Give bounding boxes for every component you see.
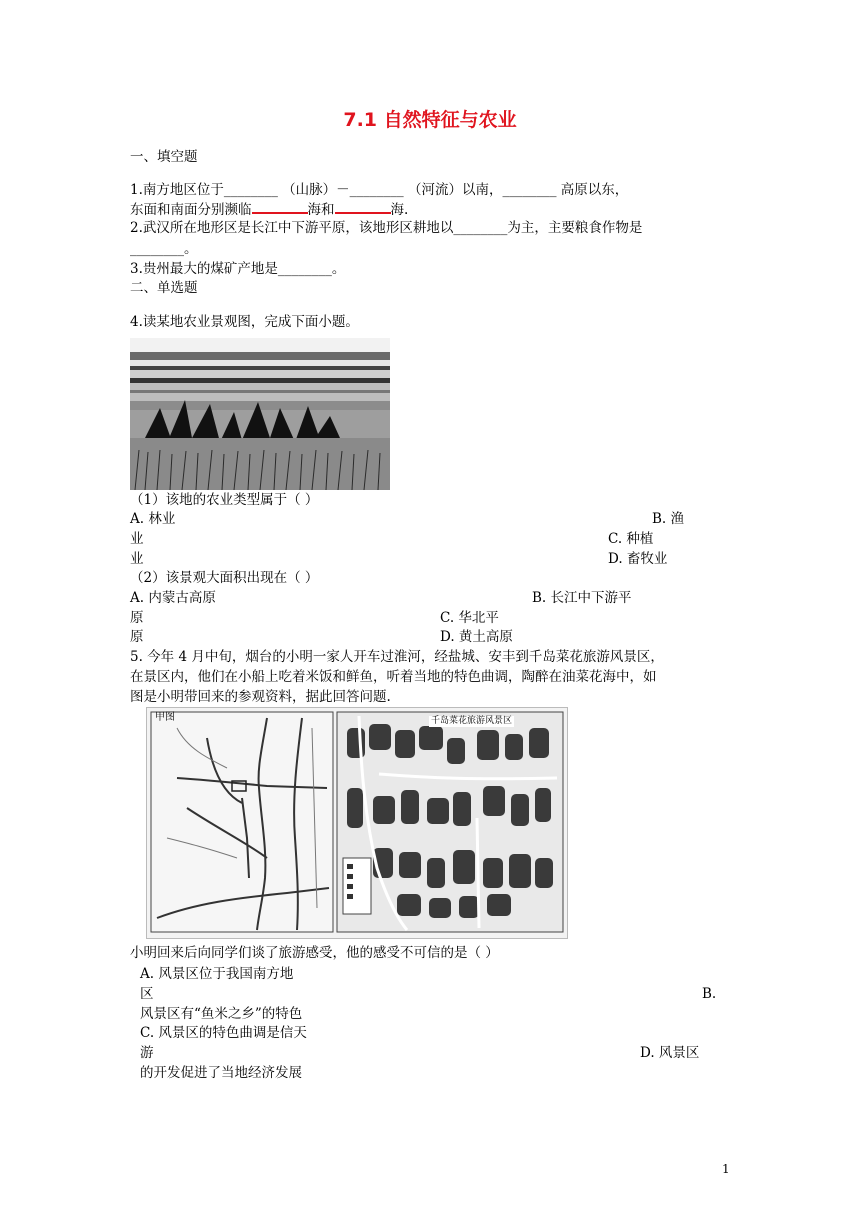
question-1-line-1: 1.南方地区位于________ （山脉）－________ （河流）以南，________ 高原以东， <box>130 182 629 198</box>
q5-option-b-text: 风景区有“鱼米之乡”的特色 <box>140 1006 303 1022</box>
q4-sub1-option-a: A. 林业 <box>130 511 176 527</box>
tourism-map-figure <box>146 707 568 939</box>
question-2-line-1: 2.武汉所在地形区是长江中下游平原，该地形区耕地以________为主，主要粮食作物是 <box>130 220 643 236</box>
q4-sub2-option-b-wrap: 原 <box>130 610 144 626</box>
q5-option-d: D. 风景区 <box>640 1045 700 1061</box>
q5-option-a-wrap: 区 <box>140 986 154 1002</box>
q4-sub1-stem: （1）该地的农业类型属于（ ） <box>130 492 319 508</box>
question-5-ask: 小明回来后向同学们谈了旅游感受，他的感受不可信的是（ ） <box>130 945 499 961</box>
question-5-line-1: 5. 今年 4 月中旬，烟台的小明一家人开车过淮河，经盐城、安丰到千岛菜花旅游风景区， <box>130 649 664 665</box>
q4-sub1-option-c: C. 种植 <box>608 531 654 547</box>
q5-option-a: A. 风景区位于我国南方地 <box>140 966 294 982</box>
question-4-stem: 4.读某地农业景观图，完成下面小题。 <box>130 314 359 330</box>
section-heading-fill-blank: 一、填空题 <box>130 149 198 165</box>
q4-sub1-option-b: B. 渔 <box>652 511 685 527</box>
q1-text-a: 东面和南面分别濒临 <box>130 202 252 218</box>
q4-sub2-option-c-wrap: 原 <box>130 629 144 645</box>
page-number: 1 <box>722 1162 730 1176</box>
map-right-label: 千岛菜花旅游风景区 <box>431 716 513 726</box>
q4-sub2-stem: （2）该景观大面积出现在（ ） <box>130 570 319 586</box>
q5-option-c-wrap: 游 <box>140 1045 154 1061</box>
question-5-line-3: 图是小明带回来的参观资料，据此回答问题. <box>130 689 391 705</box>
q4-sub2-option-b: B. 长江中下游平 <box>532 590 632 606</box>
q1-text-c: 海. <box>390 202 409 218</box>
q4-sub1-option-b-wrap: 业 <box>130 531 144 547</box>
q4-sub2-option-c: C. 华北平 <box>440 610 499 626</box>
question-2-line-2: ________。 <box>130 241 198 257</box>
q4-sub2-option-d: D. 黄土高原 <box>440 629 513 645</box>
question-3: 3.贵州最大的煤矿产地是________。 <box>130 261 346 277</box>
question-1-line-2 <box>130 200 408 219</box>
q4-sub2-option-a: A. 内蒙古高原 <box>130 590 216 606</box>
section-heading-single-choice: 二、单选题 <box>130 280 198 296</box>
farming-landscape-photo <box>130 338 390 490</box>
q4-sub1-option-d: D. 畜牧业 <box>608 551 668 567</box>
q1-text-b: 海和 <box>307 202 335 218</box>
q4-sub1-option-c-wrap: 业 <box>130 551 144 567</box>
q5-option-b: B. <box>702 986 717 1002</box>
q1-blank-sea-2 <box>335 200 391 214</box>
page-title: 7.1 自然特征与农业 <box>343 109 517 131</box>
question-5-line-2: 在景区内，他们在小船上吃着米饭和鲜鱼，听着当地的特色曲调，陶醉在油菜花海中，如 <box>130 669 657 685</box>
q5-option-c: C. 风景区的特色曲调是信天 <box>140 1025 307 1041</box>
q1-blank-sea-1 <box>252 200 308 214</box>
map-left-label: 甲图 <box>155 712 175 723</box>
q5-option-d-text: 的开发促进了当地经济发展 <box>140 1065 302 1081</box>
